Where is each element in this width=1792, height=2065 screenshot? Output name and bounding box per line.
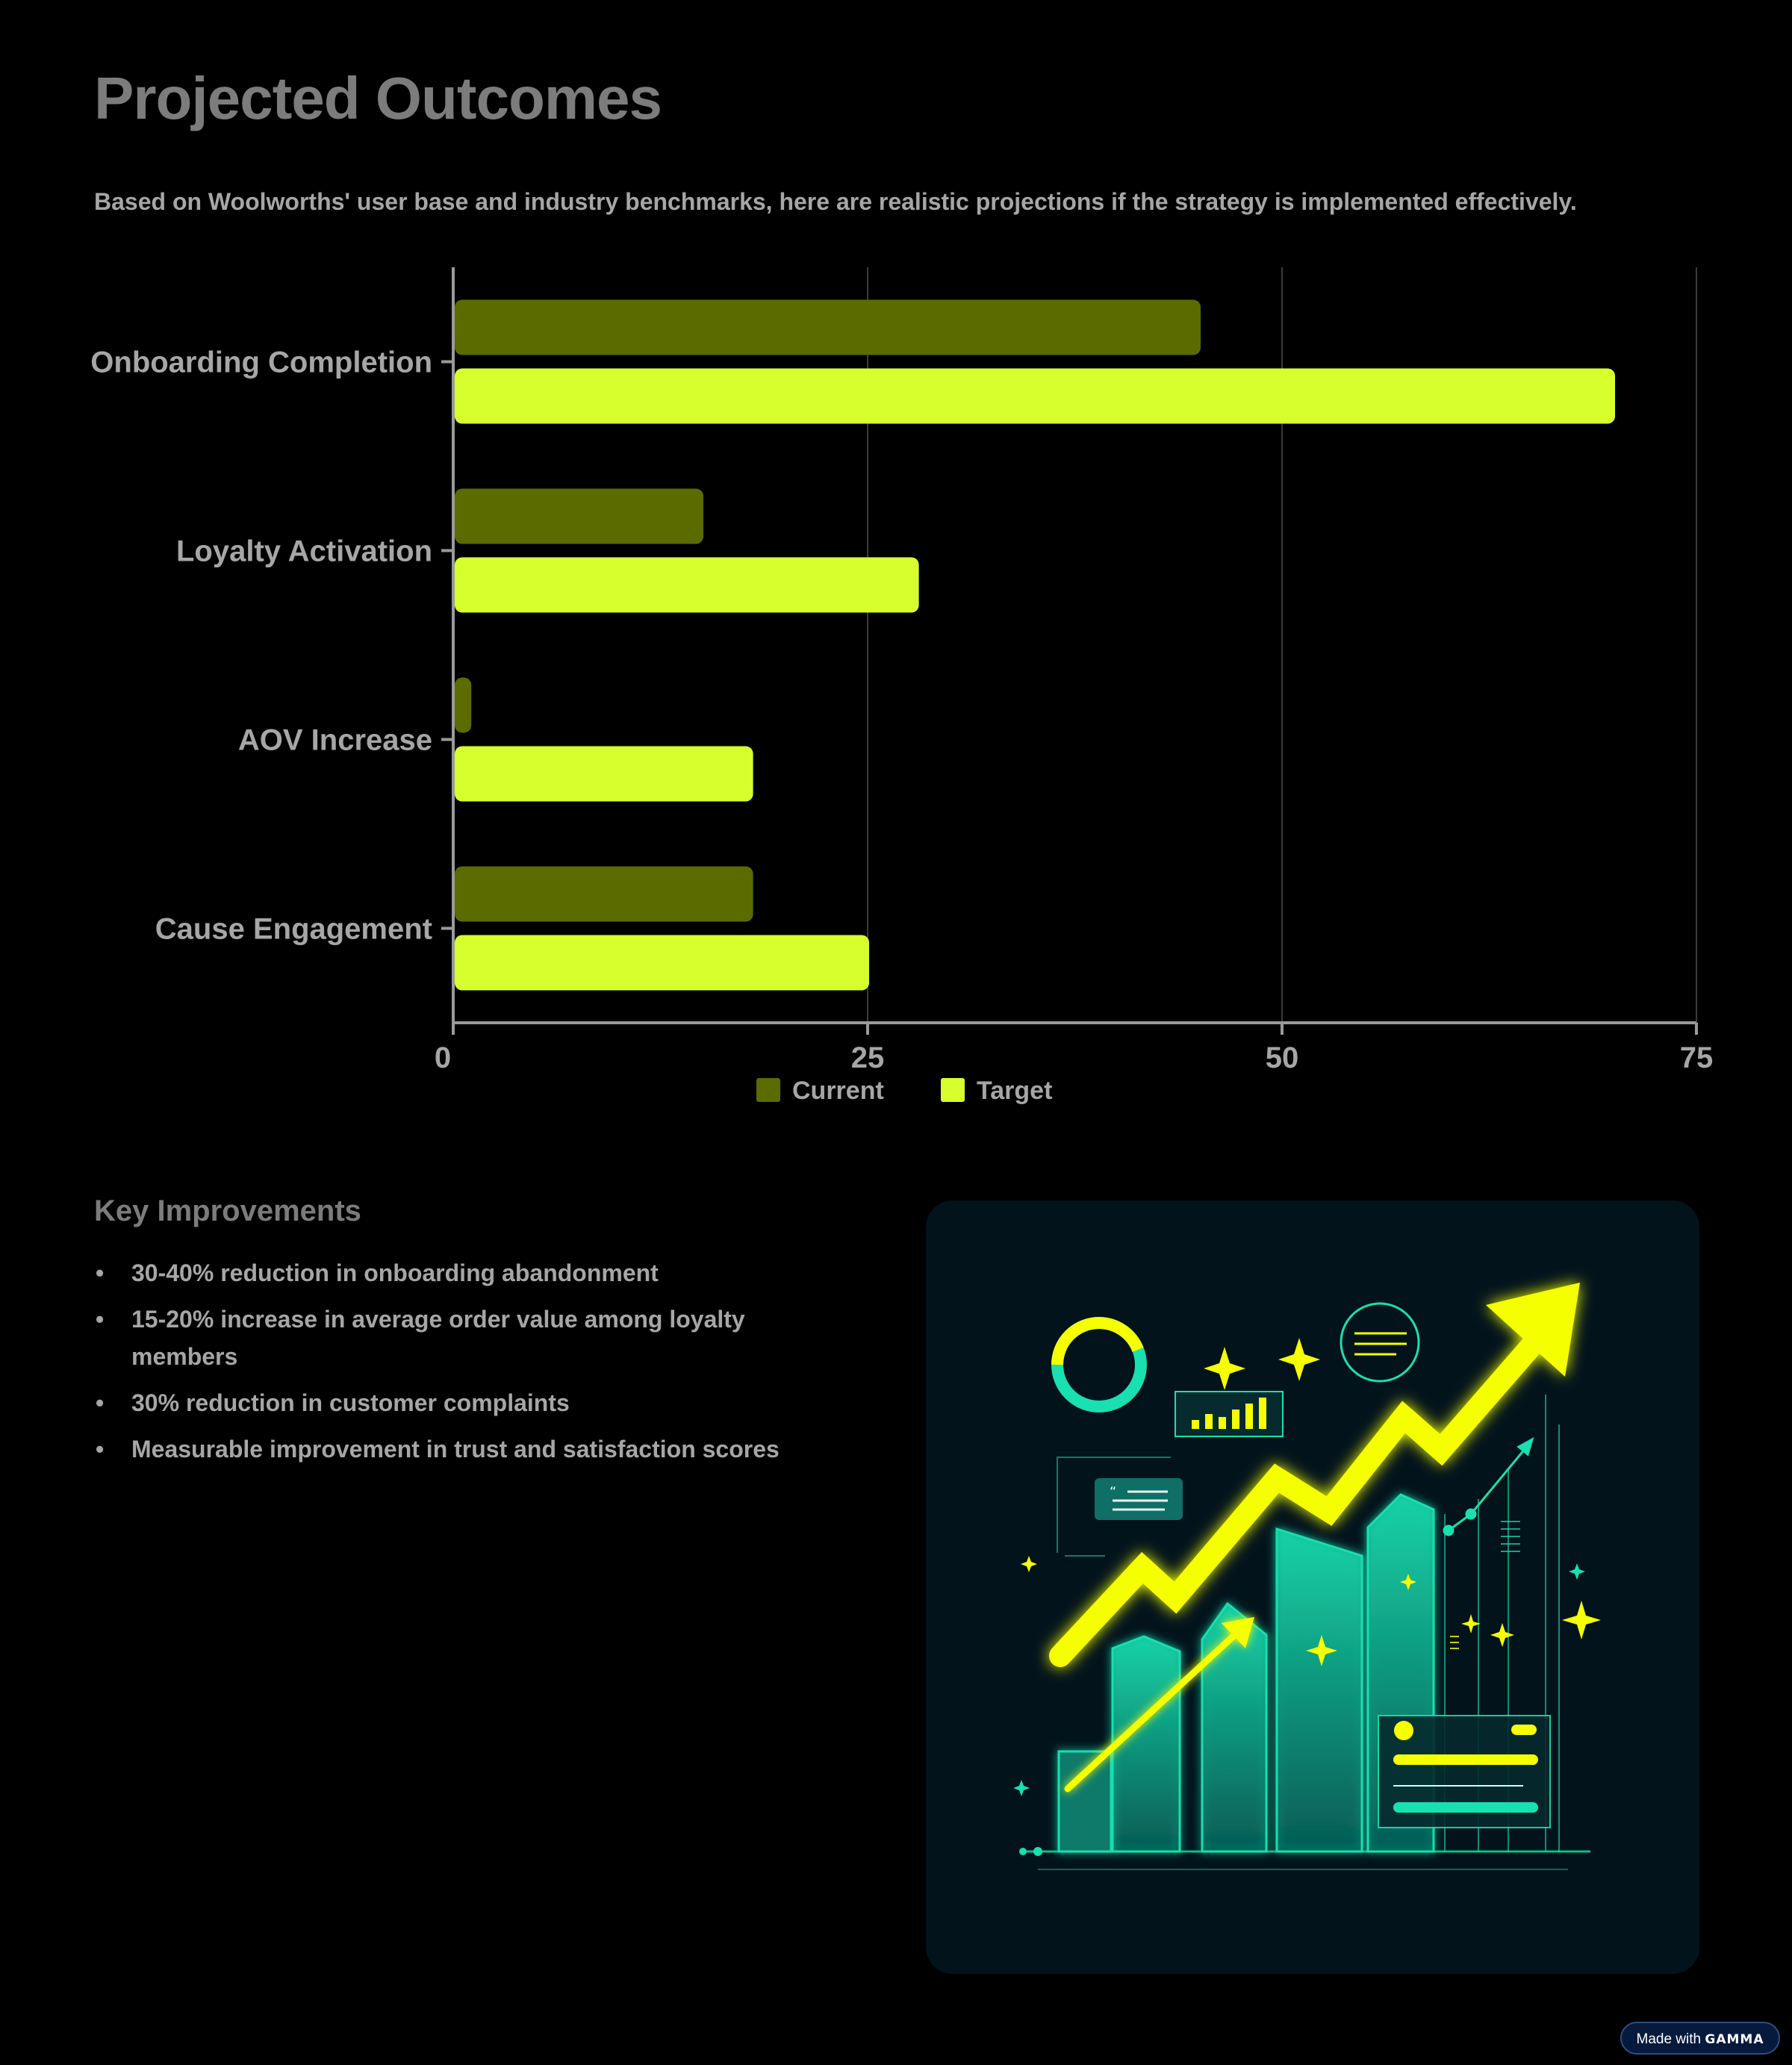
- chart-labels: [90, 346, 1713, 1075]
- legend-swatch-target: [941, 1078, 965, 1102]
- x-tick-label: 75: [1679, 1041, 1714, 1074]
- improvement-item: • 30-40% reduction in onboarding abandonment: [94, 1254, 811, 1292]
- x-tick-label: 0: [434, 1041, 452, 1074]
- x-tick-label: 25: [850, 1041, 885, 1074]
- bar-current: [455, 300, 1201, 355]
- growth-chart-illustration-icon: [926, 1200, 1699, 1974]
- improvement-item: • 30% reduction in customer complaints: [94, 1384, 811, 1421]
- category-label: AOV Increase: [237, 723, 432, 757]
- category-label: Onboarding Completion: [90, 346, 432, 379]
- x-tick-label: 50: [1265, 1041, 1299, 1074]
- category-label: Loyalty Activation: [175, 535, 432, 568]
- improvement-item: • Measurable improvement in trust and satisfaction scores: [94, 1430, 811, 1468]
- chart-bars: [455, 300, 1615, 991]
- key-improvements-title: Key Improvements: [94, 1195, 361, 1227]
- legend-swatch-current: [756, 1078, 780, 1102]
- svg-text:“: “: [1110, 1484, 1117, 1500]
- bar-current: [455, 867, 753, 922]
- key-improvements-list: [94, 1254, 811, 1477]
- made-with-gamma-badge[interactable]: [1620, 2022, 1780, 2055]
- category-label: Cause Engagement: [155, 912, 432, 946]
- page-subtitle: Based on Woolworths' user base and industry benchmarks, here are realistic projections if the strategy is implemented effectively.: [94, 188, 1577, 215]
- gamma-logo-text: GAMMA: [1705, 2032, 1764, 2047]
- bar-target: [455, 747, 753, 802]
- outcomes-bar-chart: [0, 254, 1792, 1120]
- bar-target: [455, 369, 1615, 424]
- chart-legend: [756, 1077, 1052, 1105]
- page-title: Projected Outcomes: [94, 65, 662, 131]
- improvement-item: • 15-20% increase in average order value among loyalty members: [94, 1301, 811, 1375]
- legend-label: Current: [792, 1077, 884, 1105]
- bar-target: [455, 558, 919, 613]
- bar-current: [455, 678, 471, 733]
- bar-current: [455, 489, 703, 544]
- badge-prefix: Made with: [1636, 2031, 1702, 2047]
- bar-target: [455, 935, 869, 991]
- legend-label: Target: [977, 1077, 1053, 1105]
